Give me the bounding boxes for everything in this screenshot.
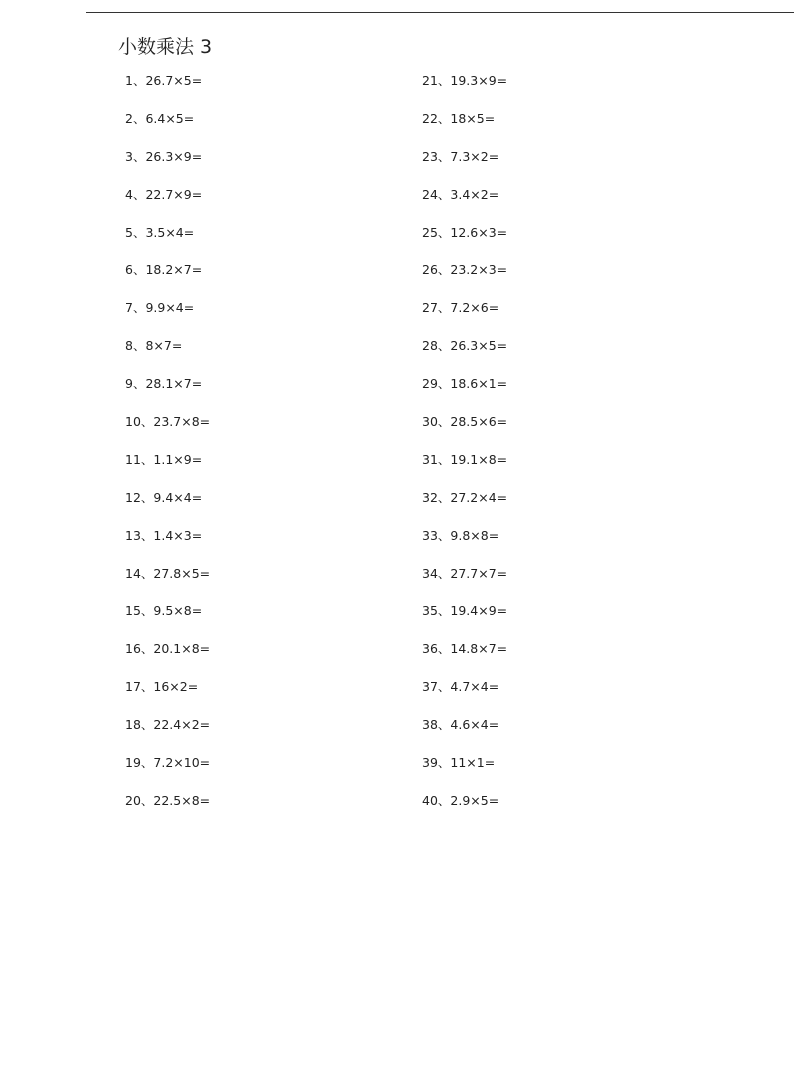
problem-item: 39、11×1= xyxy=(422,755,496,771)
problem-item: 19、7.2×10= xyxy=(125,755,211,771)
problem-item: 28、26.3×5= xyxy=(422,338,508,354)
problem-column-right xyxy=(422,69,507,827)
problem-item: 35、19.4×9= xyxy=(422,603,508,619)
problem-item: 3、26.3×9= xyxy=(125,148,203,164)
problem-item: 29、18.6×1= xyxy=(422,376,508,392)
problem-item: 6、18.2×7= xyxy=(125,262,203,278)
problem-column-left xyxy=(125,69,210,827)
problem-item: 1、26.7×5= xyxy=(125,73,203,88)
problem-item: 30、28.5×6= xyxy=(422,414,508,430)
top-rule xyxy=(86,12,794,13)
problem-item: 8、8×7= xyxy=(125,338,183,354)
problem-item: 15、9.5×8= xyxy=(125,603,203,619)
problem-item: 16、20.1×8= xyxy=(125,641,211,657)
problem-item: 5、3.5×4= xyxy=(125,224,195,240)
problem-item: 25、12.6×3= xyxy=(422,224,508,240)
problem-item: 37、4.7×4= xyxy=(422,679,500,695)
problem-item: 31、19.1×8= xyxy=(422,451,508,467)
problem-item: 11、1.1×9= xyxy=(125,451,203,467)
page-title: 小数乘法 3 xyxy=(118,36,213,58)
problem-item: 32、27.2×4= xyxy=(422,489,508,505)
problem-item: 2、6.4×5= xyxy=(125,110,195,126)
problem-item: 13、1.4×3= xyxy=(125,527,203,543)
problem-item: 9、28.1×7= xyxy=(125,376,203,392)
problem-item: 17、16×2= xyxy=(125,679,199,695)
problem-item: 4、22.7×9= xyxy=(125,186,203,202)
problem-item: 34、27.7×7= xyxy=(422,565,508,581)
problem-item: 20、22.5×8= xyxy=(125,792,211,808)
problem-item: 10、23.7×8= xyxy=(125,414,211,430)
problem-item: 38、4.6×4= xyxy=(422,717,500,733)
problem-item: 23、7.3×2= xyxy=(422,148,500,164)
problem-item: 33、9.8×8= xyxy=(422,527,500,543)
problem-item: 18、22.4×2= xyxy=(125,717,211,733)
problem-item: 14、27.8×5= xyxy=(125,565,211,581)
problem-item: 24、3.4×2= xyxy=(422,186,500,202)
problem-item: 7、9.9×4= xyxy=(125,300,195,316)
problem-item: 36、14.8×7= xyxy=(422,641,508,657)
problem-item: 27、7.2×6= xyxy=(422,300,500,316)
problem-item: 26、23.2×3= xyxy=(422,262,508,278)
problem-item: 22、18×5= xyxy=(422,110,496,126)
problem-item: 12、9.4×4= xyxy=(125,489,203,505)
problem-item: 21、19.3×9= xyxy=(422,73,508,88)
problem-item: 40、2.9×5= xyxy=(422,792,500,808)
